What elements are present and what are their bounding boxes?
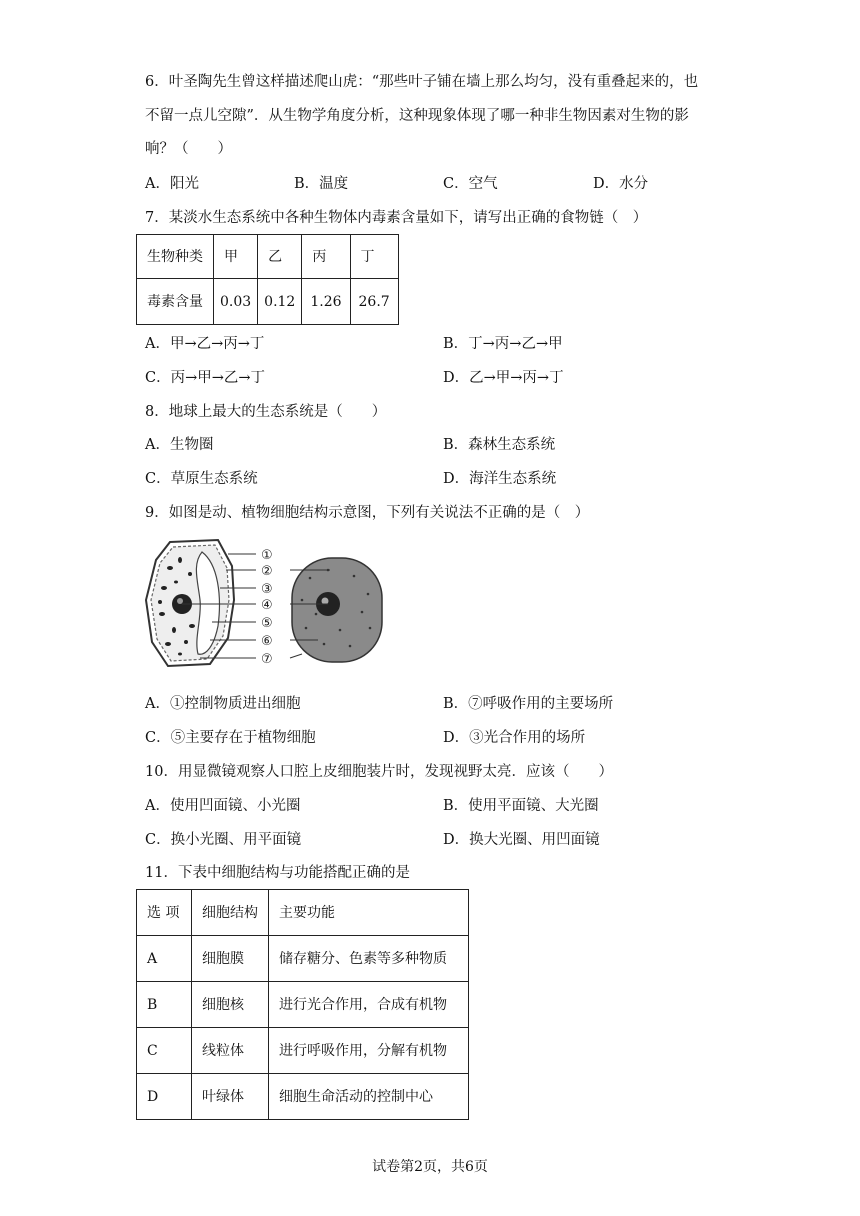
q7-option-c: C．丙→甲→乙→丁 bbox=[145, 370, 266, 386]
q7-header-cell: 乙 bbox=[258, 235, 302, 279]
q11-header-cell: 选 项 bbox=[137, 890, 192, 936]
q11-stem: 11．下表中细胞结构与功能搭配正确的是 bbox=[145, 865, 410, 881]
q7-option-d: D．乙→甲→丙→丁 bbox=[443, 370, 564, 386]
q7-header-cell: 丙 bbox=[302, 235, 350, 279]
q11-row-d-structure: 叶绿体 bbox=[192, 1074, 269, 1120]
q11-row-a-structure: 细胞膜 bbox=[192, 936, 269, 982]
q11-row-c-option: C bbox=[137, 1028, 192, 1074]
q9-option-c: C．⑤主要存在于植物细胞 bbox=[145, 730, 316, 746]
figure-label-3: ③ bbox=[261, 582, 273, 597]
q11-row-c-function: 进行呼吸作用，分解有机物 bbox=[269, 1028, 469, 1074]
q6-option-b: B．温度 bbox=[294, 176, 349, 192]
q8-stem: 8．地球上最大的生态系统是（ ） bbox=[145, 404, 387, 420]
q11-structure-table bbox=[136, 889, 469, 1120]
q11-row-b-option: B bbox=[137, 982, 192, 1028]
q11-header-cell: 主要功能 bbox=[269, 890, 469, 936]
q7-row-cell: 0.03 bbox=[214, 279, 258, 325]
q8-option-c: C．草原生态系统 bbox=[145, 471, 258, 487]
q8-option-b: B．森林生态系统 bbox=[443, 437, 556, 453]
figure-label-7: ⑦ bbox=[261, 652, 273, 667]
q6-stem-line3: 响？（ ） bbox=[145, 141, 232, 157]
q8-option-d: D．海洋生态系统 bbox=[443, 471, 557, 487]
q6-option-a: A．阳光 bbox=[145, 176, 199, 192]
q7-header-cell: 甲 bbox=[214, 235, 258, 279]
q7-option-b: B．丁→丙→乙→甲 bbox=[443, 336, 563, 352]
q9-option-d: D．③光合作用的场所 bbox=[443, 730, 586, 746]
q7-row-cell: 0.12 bbox=[258, 279, 302, 325]
q10-option-d: D．换大光圈、用凹面镜 bbox=[443, 832, 600, 848]
q7-row-cell: 1.26 bbox=[302, 279, 350, 325]
q7-row-cell: 26.7 bbox=[350, 279, 398, 325]
q7-row-cell: 毒素含量 bbox=[137, 279, 214, 325]
figure-label-5: ⑤ bbox=[261, 616, 273, 631]
figure-label-4: ④ bbox=[261, 598, 273, 613]
q9-stem: 9．如图是动、植物细胞结构示意图，下列有关说法不正确的是（ ） bbox=[145, 505, 590, 521]
q11-header-cell: 细胞结构 bbox=[192, 890, 269, 936]
figure-label-1: ① bbox=[261, 548, 273, 563]
q11-row-a-function: 储存糖分、色素等多种物质 bbox=[269, 936, 469, 982]
q6-stem-line1: 6．叶圣陶先生曾这样描述爬山虎：“那些叶子铺在墙上那么均匀，没有重叠起来的，也 bbox=[145, 74, 699, 90]
q7-header-cell: 生物种类 bbox=[137, 235, 214, 279]
q8-option-a: A．生物圈 bbox=[145, 437, 214, 453]
q10-option-a: A．使用凹面镜、小光圈 bbox=[145, 798, 301, 814]
q11-row-d-function: 细胞生命活动的控制中心 bbox=[269, 1074, 469, 1120]
q10-option-b: B．使用平面镜、大光圈 bbox=[443, 798, 599, 814]
q9-option-a: A．①控制物质进出细胞 bbox=[145, 696, 301, 712]
q6-stem-line2: 不留一点儿空隙”．从生物学角度分析，这种现象体现了哪一种非生物因素对生物的影 bbox=[145, 108, 689, 124]
q7-header-cell: 丁 bbox=[350, 235, 398, 279]
q7-stem: 7．某淡水生态系统中各种生物体内毒素含量如下，请写出正确的食物链（ ） bbox=[145, 210, 648, 226]
q11-row-b-function: 进行光合作用，合成有机物 bbox=[269, 982, 469, 1028]
page-footer: 试卷第2页，共6页 bbox=[372, 1159, 488, 1175]
cell-structure-diagram bbox=[140, 538, 390, 670]
q11-row-c-structure: 线粒体 bbox=[192, 1028, 269, 1074]
q11-row-d-option: D bbox=[137, 1074, 192, 1120]
q10-stem: 10．用显微镜观察人口腔上皮细胞装片时，发现视野太亮．应该（ ） bbox=[145, 764, 613, 780]
figure-label-2: ② bbox=[261, 564, 273, 579]
q6-option-c: C．空气 bbox=[443, 176, 498, 192]
q10-option-c: C．换小光圈、用平面镜 bbox=[145, 832, 302, 848]
q6-option-d: D．水分 bbox=[593, 176, 649, 192]
q9-option-b: B．⑦呼吸作用的主要场所 bbox=[443, 696, 614, 712]
q11-row-a-option: A bbox=[137, 936, 192, 982]
q7-option-a: A．甲→乙→丙→丁 bbox=[145, 336, 265, 352]
figure-label-6: ⑥ bbox=[261, 634, 273, 649]
q11-row-b-structure: 细胞核 bbox=[192, 982, 269, 1028]
q7-toxin-table bbox=[136, 234, 399, 325]
